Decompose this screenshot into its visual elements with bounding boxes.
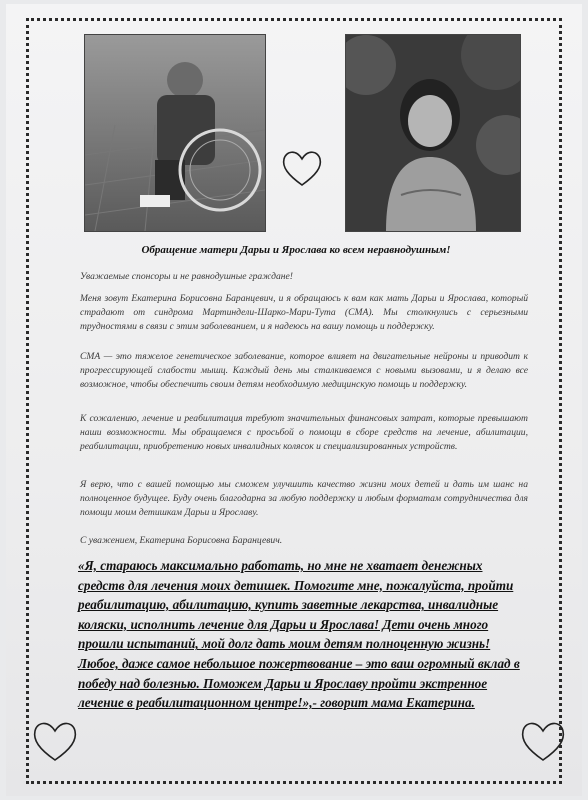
heart-icon [280,147,324,189]
paragraph-4: Я верю, что с вашей помощью мы сможем улучшить качество жизни моих детей и дать им шанс на полноценное будущее. Буду очень благодарна за любую поддержку и любым форматам сотрудничества для помощи моим детишкам Дарьи и Ярославу. [80,479,528,518]
heart-icon-right [518,718,568,764]
signature-text: С уважением, Екатерина Борисовна Баранцевич. [80,535,283,546]
heart-icon-left [30,718,80,764]
paragraph-3: К сожалению, лечение и реабилитация требуют значительных финансовых затрат, которые превышают наши возможности. Мы обращаемся с просьбой о помощи в сборе средств на лечение, абилитации, реабилитации, приобретению новых инвалидных колясок и специализированных устройств. [80,413,528,452]
letter-heading: Обращение матери Дарьи и Ярослава ко всем неравнодушным! [141,244,451,256]
photo-child-wheelchair [84,34,266,232]
paragraph-2: СМА — это тяжелое генетическое заболевание, которое влияет на двигательные нейроны и приводит к прогрессирующей слабости мышц. Каждый день мы сталкиваемся с новыми вызовами, и я делаю все возможное, чтобы обеспечить своим детям необходимую медицинскую помощь и поддержку. [80,351,528,390]
mother-quote: «Я, стараюсь максимально работать, но мне не хватает денежных средств для лечения моих детишек. Помогите мне, пожалуйста, пройти реабилитацию, абилитацию, купить заветные лекарства, инвалидные коляски, исполнить лечение для Дарьи и Ярослава! Дети очень много прошли испытаний, мой долг дать моим детям полноценную жизнь! Любое, даже самое небольшое пожертвование – это ваш огромный вклад в победу над болезнью. Поможем Дарьи и Ярославу пройти экстренное лечение в реабилитационном центре!»,- говорит мама Екатерина. [78,558,520,711]
photo1-image [85,35,265,231]
photo-girl [345,34,521,232]
paragraph-1: Меня зовут Екатерина Борисовна Баранцевич, и я обращаюсь к вам как мать Дарьи и Ярослава, который страдают от синдрома Мартиндели-Шарко-Мари-Тута (СМА). Мы столкнулись с серьезными трудностями в связи с этим заболеванием, и я надеюсь на вашу помощь и поддержку. [80,293,528,332]
greeting-text: Уважаемые спонсоры и не равнодушные граждане! [80,271,293,282]
paper-sheet [6,4,582,796]
photo2-image [346,35,520,231]
